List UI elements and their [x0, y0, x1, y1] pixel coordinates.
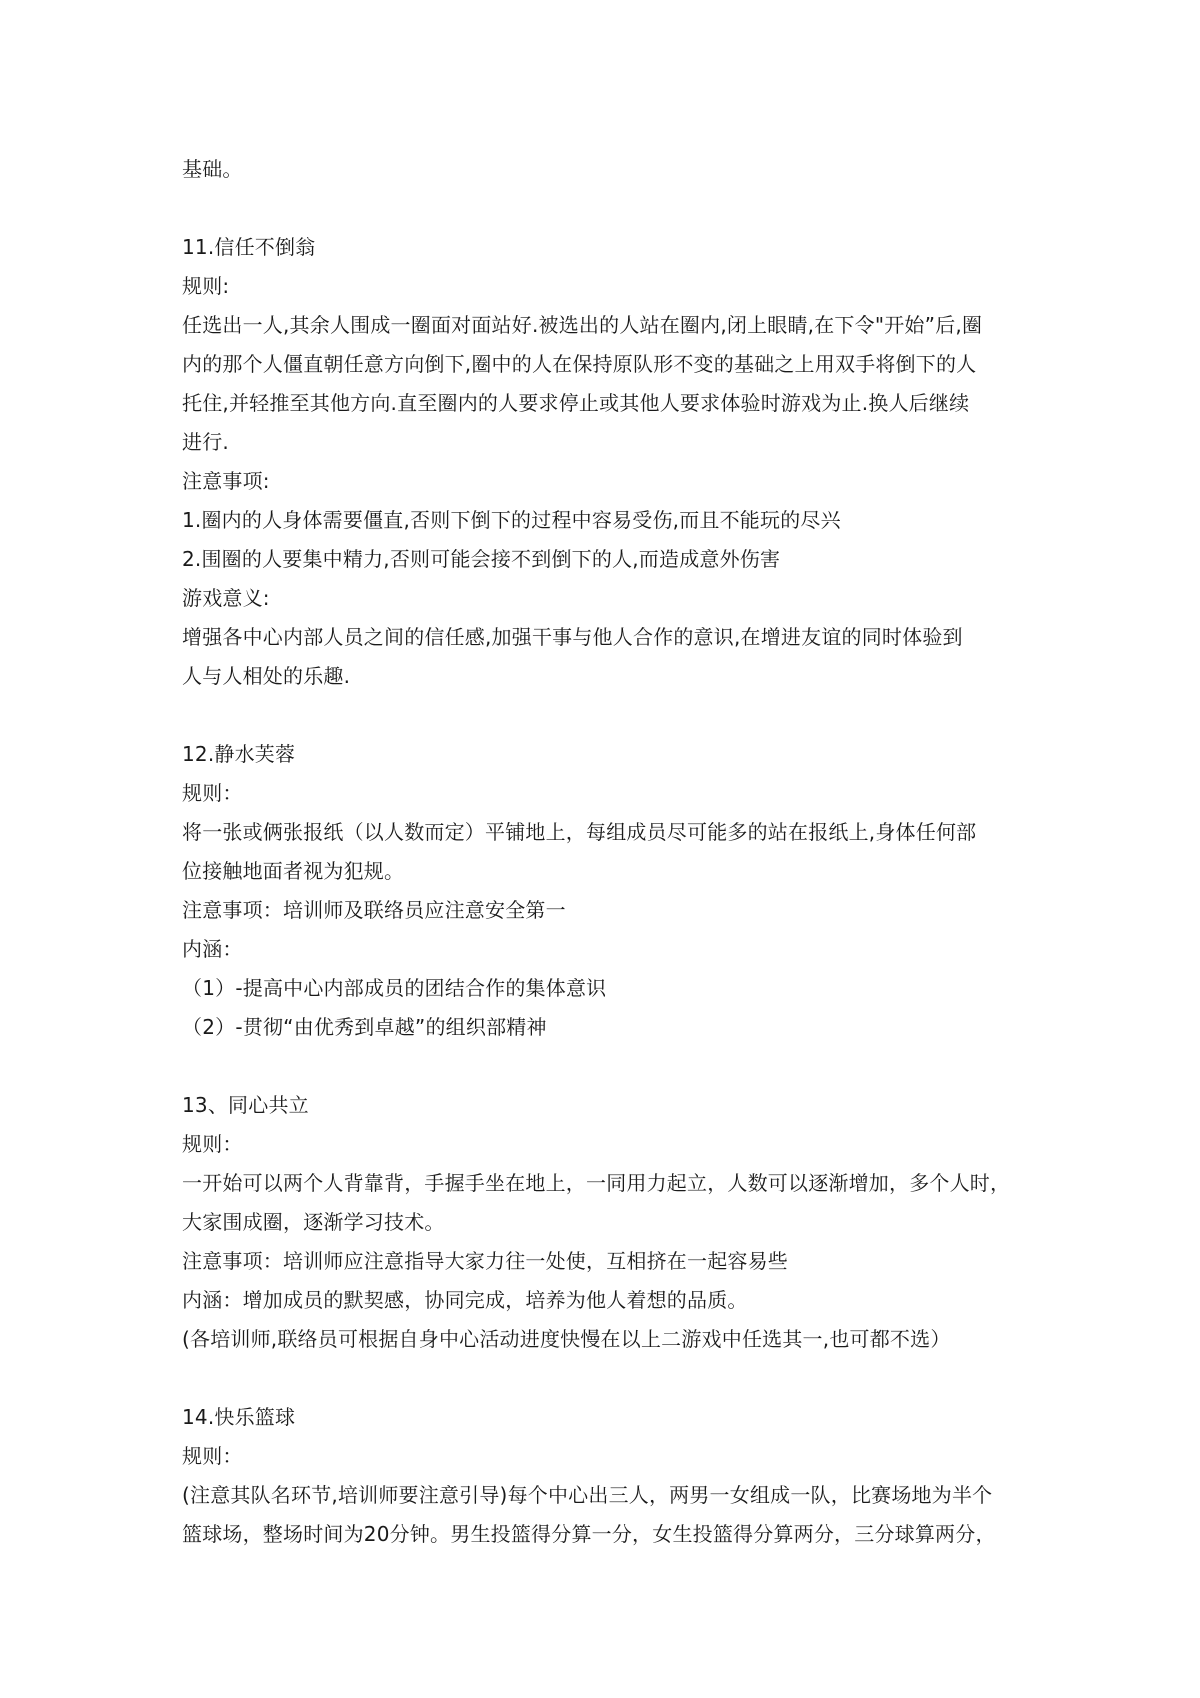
section-11-rule-line: 内的那个人僵直朝任意方向倒下,圈中的人在保持原队形不变的基础之上用双手将倒下的人 [182, 352, 977, 376]
section-14-rule-line: 篮球场，整场时间为20分钟。男生投篮得分算一分，女生投篮得分算两分，三分球算两分， [182, 1522, 996, 1546]
section-14-rule-label: 规则： [182, 1444, 243, 1468]
section-13 [182, 1086, 1032, 1359]
section-14-rule-line: (注意其队名环节,培训师要注意引导)每个中心出三人，两男一女组成一队，比赛场地为半个 [182, 1483, 993, 1507]
section-11-rule-label: 规则: [182, 274, 230, 298]
section-11-rule-line: 进行. [182, 430, 229, 454]
section-12-meaning-label: 内涵： [182, 937, 243, 961]
section-11-meaning-line: 人与人相处的乐趣. [182, 664, 351, 688]
section-13-meaning: 内涵：增加成员的默契感，协同完成，培养为他人着想的品质。 [182, 1288, 748, 1312]
section-12-meaning-1: （1）-提高中心内部成员的团结合作的集体意识 [182, 976, 607, 1000]
section-11-rule-line: 托住,并轻推至其他方向.直至圈内的人要求停止或其他人要求体验时游戏为止.换人后继续 [182, 391, 970, 415]
section-13-title: 13、同心共立 [182, 1093, 309, 1117]
document-body [182, 150, 1032, 1554]
section-14 [182, 1398, 1032, 1554]
section-12-notes: 注意事项：培训师及联络员应注意安全第一 [182, 898, 566, 922]
section-11-notes-label: 注意事项: [182, 469, 270, 493]
section-11-note-1: 1.圈内的人身体需要僵直,否则下倒下的过程中容易受伤,而且不能玩的尽兴 [182, 508, 841, 532]
section-13-rule-line: 一开始可以两个人背靠背，手握手坐在地上，一同用力起立，人数可以逐渐增加，多个人时， [182, 1171, 1011, 1195]
section-gap [182, 696, 1032, 735]
section-13-rule-label: 规则： [182, 1132, 243, 1156]
section-11-title: 11.信任不倒翁 [182, 235, 316, 259]
section-11-meaning-label: 游戏意义: [182, 586, 270, 610]
section-gap [182, 189, 1032, 228]
section-11-meaning-line: 增强各中心内部人员之间的信任感,加强干事与他人合作的意识,在增进友谊的同时体验到 [182, 625, 963, 649]
section-11-rule-line: 任选出一人,其余人围成一圈面对面站好.被选出的人站在圈内,闭上眼睛,在下令"开始”后,圈 [182, 313, 983, 337]
section-12-meaning-2: （2）-贯彻“由优秀到卓越”的组织部精神 [182, 1015, 547, 1039]
section-13-remark: (各培训师,联络员可根据自身中心活动进度快慢在以上二游戏中任选其一,也可都不选） [182, 1327, 951, 1351]
section-13-notes: 注意事项：培训师应注意指导大家力往一处使，互相挤在一起容易些 [182, 1249, 788, 1273]
section-11-note-2: 2.围圈的人要集中精力,否则可能会接不到倒下的人,而造成意外伤害 [182, 547, 781, 571]
section-12-rule-line: 将一张或俩张报纸（以人数而定）平铺地上，每组成员尽可能多的站在报纸上,身体任何部 [182, 820, 977, 844]
section-11 [182, 228, 1032, 696]
section-gap [182, 1047, 1032, 1086]
section-12 [182, 735, 1032, 1047]
section-12-rule-line: 位接触地面者视为犯规。 [182, 859, 405, 883]
section-gap [182, 1359, 1032, 1398]
section-12-rule-label: 规则： [182, 781, 243, 805]
section-12-title: 12.静水芙蓉 [182, 742, 296, 766]
section-13-rule-line: 大家围成圈，逐渐学习技术。 [182, 1210, 445, 1234]
section-14-title: 14.快乐篮球 [182, 1405, 296, 1429]
intro-tail-text: 基础。 [182, 157, 243, 181]
